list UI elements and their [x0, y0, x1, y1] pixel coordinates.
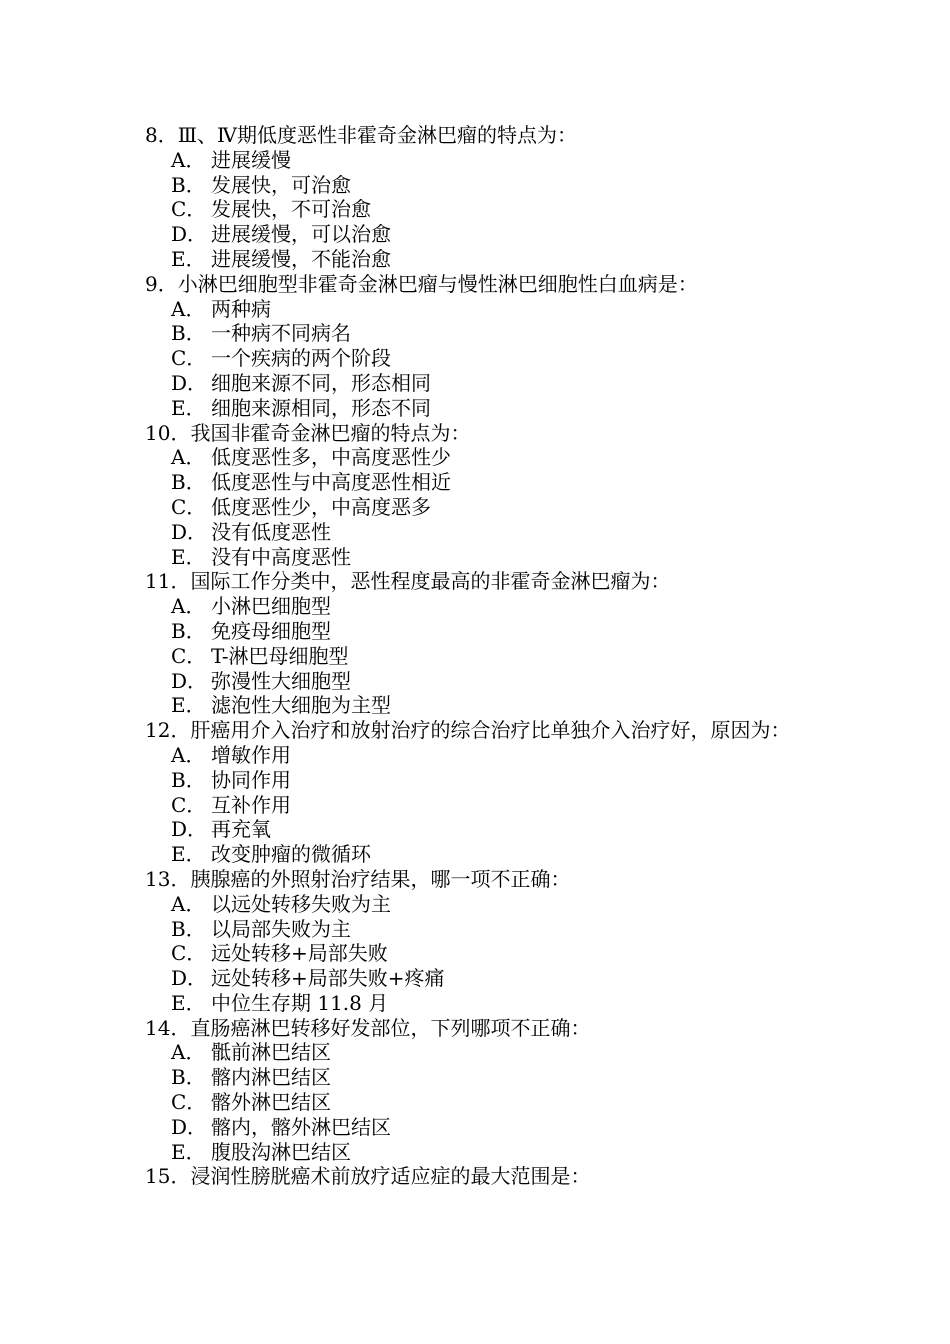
option-letter: E． — [171, 395, 206, 420]
option-letter: A． — [171, 1040, 206, 1065]
option-text: 以远处转移失败为主 — [211, 891, 391, 916]
answer-option — [145, 247, 815, 272]
option-letter: C． — [171, 941, 207, 966]
answer-option — [145, 793, 815, 818]
answer-option — [145, 470, 815, 495]
option-text: 进展缓慢，可以治愈 — [211, 222, 391, 247]
option-letter: D． — [171, 1114, 208, 1139]
option-letter: B． — [171, 767, 206, 792]
option-text: 进展缓慢 — [211, 147, 291, 172]
option-letter: E． — [171, 842, 206, 867]
option-text: 细胞来源不同，形态相同 — [211, 370, 431, 395]
option-letter: D． — [171, 222, 208, 247]
option-letter: A． — [171, 742, 206, 767]
answer-option — [145, 396, 815, 421]
option-text: 髂内，髂外淋巴结区 — [211, 1114, 391, 1139]
option-letter: B． — [171, 618, 206, 643]
question-item — [145, 569, 815, 718]
answer-option — [145, 693, 815, 718]
option-text: 以局部失败为主 — [211, 916, 351, 941]
question-item — [145, 718, 815, 867]
answer-option — [145, 445, 815, 470]
option-letter: C． — [171, 1090, 207, 1115]
option-text: 远处转移+局部失败+疼痛 — [211, 966, 445, 991]
option-letter: D． — [171, 966, 208, 991]
answer-option — [145, 321, 815, 346]
answer-option — [145, 768, 815, 793]
answer-option — [145, 817, 815, 842]
answer-option — [145, 619, 815, 644]
option-text: 免疫母细胞型 — [211, 618, 331, 643]
option-text: 骶前淋巴结区 — [211, 1040, 331, 1065]
answer-option — [145, 346, 815, 371]
answer-option — [145, 991, 815, 1016]
option-text: 中位生存期 11.8 月 — [211, 990, 389, 1015]
question-stem: 11．国际工作分类中，恶性程度最高的非霍奇金淋巴瘤为： — [145, 569, 671, 594]
answer-option — [145, 371, 815, 396]
option-letter: E． — [171, 990, 206, 1015]
option-text: 改变肿瘤的微循环 — [211, 842, 371, 867]
option-letter: C． — [171, 792, 207, 817]
option-letter: A． — [171, 891, 206, 916]
answer-option — [145, 644, 815, 669]
answer-option — [145, 297, 815, 322]
question-stem: 9．小淋巴细胞型非霍奇金淋巴瘤与慢性淋巴细胞性白血病是： — [145, 271, 698, 296]
option-letter: B． — [171, 1065, 206, 1090]
question-item — [145, 867, 815, 1016]
answer-option — [145, 197, 815, 222]
option-letter: B． — [171, 321, 206, 346]
answer-option — [145, 842, 815, 867]
option-text: 协同作用 — [211, 767, 291, 792]
answer-option — [145, 148, 815, 173]
answer-option — [145, 495, 815, 520]
answer-option — [145, 222, 815, 247]
option-letter: E． — [171, 693, 206, 718]
option-text: 一种病不同病名 — [211, 321, 351, 346]
answer-option — [145, 545, 815, 570]
option-text: T-淋巴母细胞型 — [211, 643, 349, 668]
option-letter: C． — [171, 643, 207, 668]
option-text: 再充氧 — [211, 817, 271, 842]
option-text: 滤泡性大细胞为主型 — [211, 693, 391, 718]
option-letter: A． — [171, 445, 206, 470]
option-text: 低度恶性多，中高度恶性少 — [211, 445, 451, 470]
question-item — [145, 1016, 815, 1165]
option-letter: B． — [171, 172, 206, 197]
option-text: 发展快，可治愈 — [211, 172, 351, 197]
answer-option — [145, 1140, 815, 1165]
answer-option — [145, 1065, 815, 1090]
option-letter: C． — [171, 494, 207, 519]
option-letter: C． — [171, 346, 207, 371]
answer-option — [145, 892, 815, 917]
option-text: 髂内淋巴结区 — [211, 1065, 331, 1090]
option-text: 一个疾病的两个阶段 — [211, 346, 391, 371]
option-text: 互补作用 — [211, 792, 291, 817]
option-letter: A． — [171, 147, 206, 172]
question-stem: 13．胰腺癌的外照射治疗结果，哪一项不正确： — [145, 866, 571, 891]
question-list — [145, 123, 815, 1189]
option-text: 腹股沟淋巴结区 — [211, 1139, 351, 1164]
option-letter: E． — [171, 246, 206, 271]
option-text: 髂外淋巴结区 — [211, 1090, 331, 1115]
option-letter: E． — [171, 1139, 206, 1164]
answer-option — [145, 1090, 815, 1115]
question-stem: 12．肝癌用介入治疗和放射治疗的综合治疗比单独介入治疗好，原因为： — [145, 718, 791, 743]
option-text: 低度恶性少，中高度恶多 — [211, 494, 431, 519]
option-letter: D． — [171, 668, 208, 693]
option-letter: E． — [171, 544, 206, 569]
option-text: 进展缓慢，不能治愈 — [211, 246, 391, 271]
option-letter: A． — [171, 296, 206, 321]
answer-option — [145, 1115, 815, 1140]
answer-option — [145, 669, 815, 694]
answer-option — [145, 594, 815, 619]
question-item — [145, 123, 815, 272]
answer-option — [145, 917, 815, 942]
option-text: 弥漫性大细胞型 — [211, 668, 351, 693]
answer-option — [145, 173, 815, 198]
question-stem: 8．Ⅲ、Ⅳ期低度恶性非霍奇金淋巴瘤的特点为： — [145, 123, 577, 147]
option-letter: C． — [171, 197, 207, 222]
option-letter: D． — [171, 370, 208, 395]
question-stem: 15．浸润性膀胱癌术前放疗适应症的最大范围是： — [145, 1164, 591, 1189]
question-item — [145, 421, 815, 570]
option-text: 两种病 — [211, 296, 271, 321]
option-letter: A． — [171, 594, 206, 619]
option-text: 小淋巴细胞型 — [211, 594, 331, 619]
question-stem: 10．我国非霍奇金淋巴瘤的特点为： — [145, 420, 471, 445]
question-item — [145, 272, 815, 421]
option-letter: B． — [171, 470, 206, 495]
option-text: 没有中高度恶性 — [211, 544, 351, 569]
option-text: 发展快，不可治愈 — [211, 197, 371, 222]
answer-option — [145, 520, 815, 545]
option-text: 细胞来源相同，形态不同 — [211, 395, 431, 420]
option-text: 远处转移+局部失败 — [211, 941, 388, 966]
option-letter: D． — [171, 519, 208, 544]
option-text: 没有低度恶性 — [211, 519, 331, 544]
answer-option — [145, 743, 815, 768]
answer-option — [145, 966, 815, 991]
question-stem: 14．直肠癌淋巴转移好发部位，下列哪项不正确： — [145, 1015, 591, 1040]
option-text: 增敏作用 — [211, 742, 291, 767]
question-item — [145, 1164, 815, 1189]
option-letter: D． — [171, 817, 208, 842]
answer-option — [145, 941, 815, 966]
answer-option — [145, 1040, 815, 1065]
option-text: 低度恶性与中高度恶性相近 — [211, 470, 451, 495]
option-letter: B． — [171, 916, 206, 941]
